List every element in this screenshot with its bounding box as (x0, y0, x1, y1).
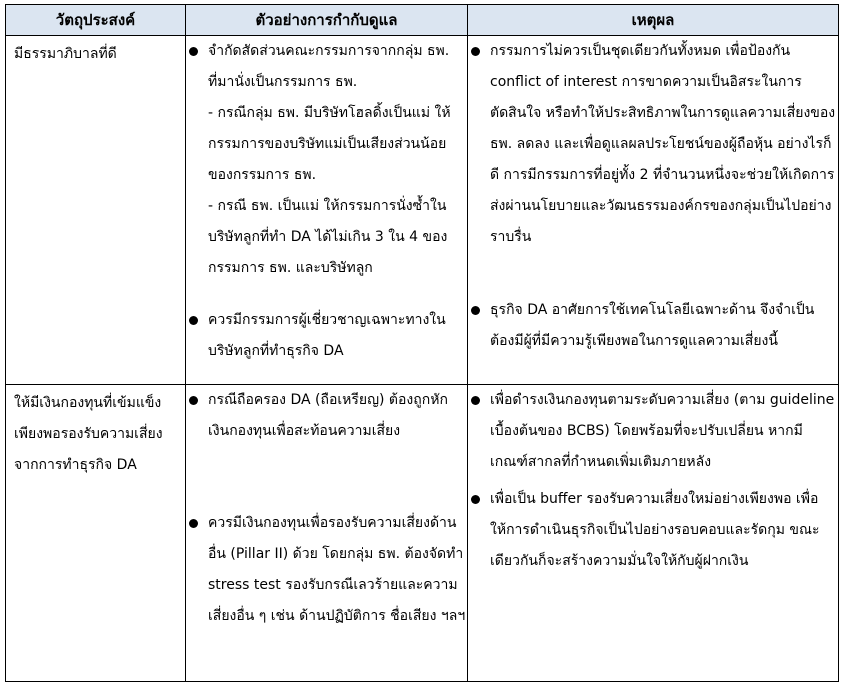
example-subitem: - กรณีกลุ่ม ธพ. มีบริษัทโฮลดิ้งเป็นแม่ ให้กรรมการของบริษัทแม่เป็นเสียงส่วนน้อยของกรรมการ ธพ. (208, 105, 451, 183)
header-reasons: เหตุผล (468, 5, 839, 36)
list-item (468, 484, 838, 577)
reason-text: ธุรกิจ DA อาศัยการใช้เทคโนโลยีเฉพาะด้าน จึงจำเป็นต้องมีผู้ที่มีความรู้เพียงพอในการดูแลความเสี่ยงนี้ (490, 302, 815, 349)
bullet-icon (189, 519, 198, 528)
list-item (186, 305, 467, 367)
governance-table (5, 4, 839, 682)
objective-text: มีธรรมาภิบาลที่ดี (14, 46, 117, 62)
example-text: จำกัดสัดส่วนคณะกรรมการจากกลุ่ม ธพ. ที่มานั่งเป็นกรรมการ ธพ. (208, 43, 450, 90)
reasons-list (468, 385, 838, 577)
example-text: ควรมีเงินกองทุนเพื่อรองรับความเสี่ยงด้านอื่น (Pillar II) ด้วย โดยกลุ่ม ธพ. ต้องจัดทำ stress test รองรับกรณีเลวร้ายและความเสี่ยงอื่น ๆ เช่น ด้านปฏิบัติการ ชื่อเสียง ฯลฯ (208, 515, 466, 624)
example-subitem: - กรณี ธพ. เป็นแม่ ให้กรรมการนั่งซ้ำในบริษัทลูกที่ทำ DA ได้ไม่เกิน 3 ใน 4 ของกรรมการ ธพ. และบริษัทลูก (208, 198, 448, 276)
bullet-icon (471, 495, 480, 504)
table-row (6, 385, 839, 682)
example-text: ควรมีกรรมการผู้เชี่ยวชาญเฉพาะทางในบริษัทลูกที่ทำธุรกิจ DA (208, 312, 446, 359)
list-item (468, 385, 838, 478)
examples-list (186, 36, 467, 367)
reasons-cell (468, 36, 839, 385)
objective-text: ให้มีเงินกองทุนที่เข้มแข็งเพียงพอรองรับความเสี่ยงจากการทำธุรกิจ DA (14, 395, 163, 473)
list-item (186, 385, 467, 447)
list-item (468, 36, 838, 253)
bullet-icon (471, 306, 480, 315)
reason-text: เพื่อดำรงเงินกองทุนตามระดับความเสี่ยง (ตาม guideline เบื้องต้นของ BCBS) โดยพร้อมที่จะปรับเปลี่ยน หากมีเกณฑ์สากลที่กำหนดเพิ่มเติมภายหลัง (490, 392, 835, 470)
bullet-icon (471, 396, 480, 405)
bullet-icon (471, 47, 480, 56)
header-examples: ตัวอย่างการกำกับดูแล (186, 5, 468, 36)
objective-cell (6, 385, 186, 682)
spacer (468, 253, 838, 295)
reasons-list (468, 36, 838, 357)
bullet-icon (189, 396, 198, 405)
list-item (186, 36, 467, 284)
header-objective: วัตถุประสงค์ (6, 5, 186, 36)
list-item (186, 508, 467, 632)
bullet-icon (189, 316, 198, 325)
spacer (186, 447, 467, 508)
examples-cell (186, 36, 468, 385)
reason-text: เพื่อเป็น buffer รองรับความเสี่ยงใหม่อย่างเพียงพอ เพื่อให้การดำเนินธุรกิจเป็นไปอย่างรอบคอบและรัดกุม ขณะเดียวกันก็จะสร้างความมั่นใจให้กับผู้ฝากเงิน (490, 491, 820, 569)
table-row (6, 36, 839, 385)
list-item (468, 295, 838, 357)
examples-list (186, 385, 467, 632)
example-text: กรณีถือครอง DA (ถือเหรียญ) ต้องถูกหักเงินกองทุนเพื่อสะท้อนความเสี่ยง (208, 392, 448, 439)
bullet-icon (189, 47, 198, 56)
reason-text: กรรมการไม่ควรเป็นชุดเดียวกันทั้งหมด เพื่อป้องกัน conflict of interest การขาดความเป็นอิสระในการตัดสินใจ หรือทำให้ประสิทธิภาพในการดูแลความเสี่ยงของ ธพ. ลดลง และเพื่อดูแลผลประโยชน์ของผู้ถือหุ้น อย่างไรก็ดี การมีกรรมการที่อยู่ทั้ง 2 ที่จำนวนหนึ่งจะช่วยให้เกิดการส่งผ่านนโยบายและวัฒนธรรมองค์กรของกลุ่มเป็นไปอย่างราบรื่น (490, 43, 836, 245)
objective-cell (6, 36, 186, 385)
reasons-cell (468, 385, 839, 682)
header-row (6, 5, 839, 36)
spacer (186, 284, 467, 305)
examples-cell (186, 385, 468, 682)
